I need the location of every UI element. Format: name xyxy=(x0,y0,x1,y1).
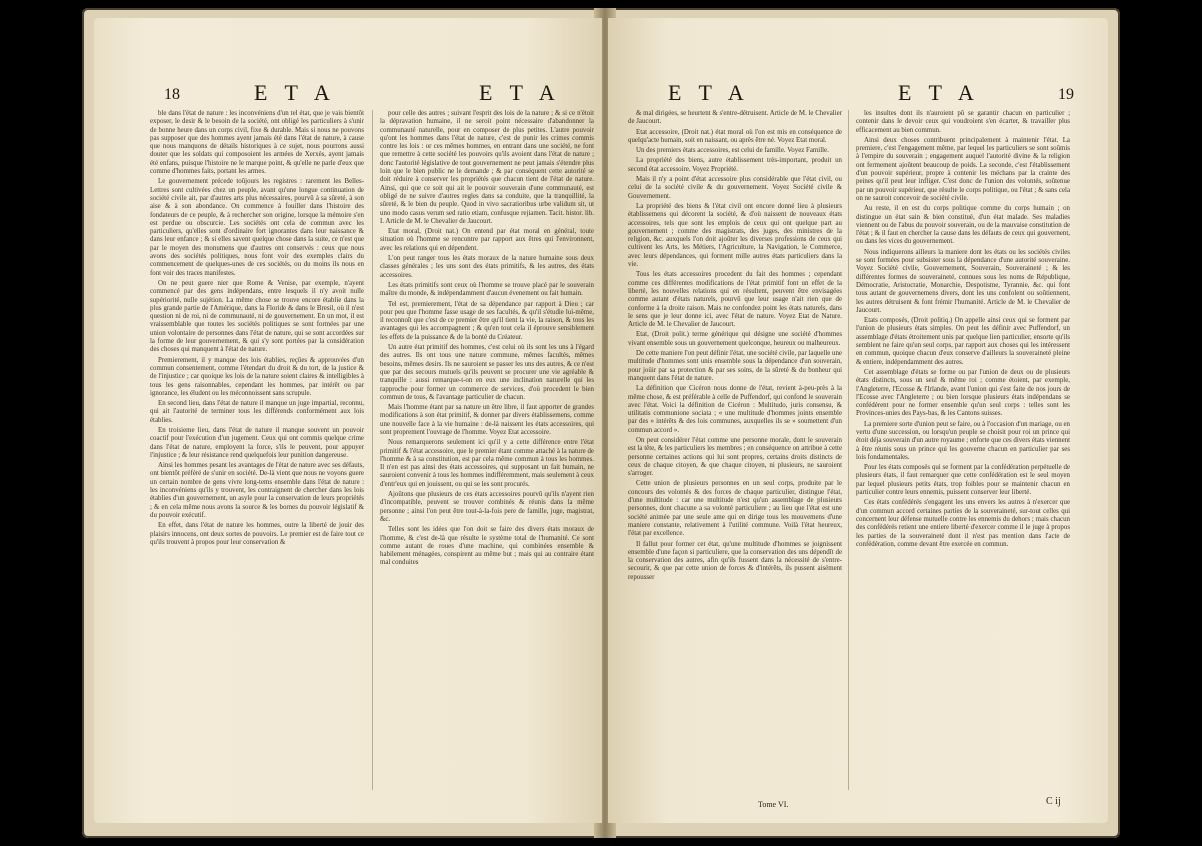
text-column-4 xyxy=(856,110,1070,800)
running-header-right-1: E T A xyxy=(668,80,750,105)
paragraph: Ainsi les hommes pesant les avantages de l'état de nature avec ses défauts, ont bientôt préféré de s'unir en société. De-là vient que nous ne voyons guere un certain nombre de gens vivre long-tems ensemble dans l'état de nature : les inconvéniens qu'ils y trouvent, les contraignent de chercher dans les lois établies d'un gouvernement, un asyle pour la conservation de leurs propriétés ; & en cela même nous avons la source & les bornes du pouvoir législatif & du pouvoir exécutif. xyxy=(150,462,364,519)
paragraph: Ainsi deux choses contribuent principalement à maintenir l'état. La premiere, c'est l'engagement même, par lequel les particuliers se sont soûmis à l'empire du souverain ; engagement auquel l'autorité divine & la religion ont fermement ajoûtent beaucoup de poids. La seconde, c'est l'établissement d'un pouvoir supérieur, propre à contenir les méchans par la crainte des peines qu'il peut leur infliger. C'est donc de l'union des volontés, soûtenue par un pouvoir supérieur, que résulte le corps politique, ou l'état ; & sans cela on ne sauroit concevoir de société civile. xyxy=(856,136,1070,202)
paragraph: & mal dirigées, se heurtent & s'entre-détruisent. Article de M. le Chevalier de Jaucourt. xyxy=(628,110,842,126)
right-page xyxy=(608,18,1108,823)
paragraph: Premierement, il y manque des lois établies, reçûes & approuvées d'un commun consentement, comme l'étendart du droit & du tort, de la justice & de l'injustice ; car quoique les lois de la nature soient claires & intelligibles à tous les gens raisonnables, cependant les hommes, par intérêt ou par ignorance, les éludent ou les méconnoissent sans scrupule. xyxy=(150,356,364,397)
page-number-left: 18 xyxy=(164,86,180,103)
paragraph: La propriété des biens & l'état civil ont encore donné lieu à plusieurs établissemens qui décorent la société, & d'où naissent de nouveaux états accessoires, tels que sont les emplois de ceux qui ont quelque part au gouvernement ; comme des magistrats, des juges, des ministres de la religion, &c. auxquels l'on doit ajoûter les diverses professions de ceux qui cultivent les Arts, les Métiers, l'Agriculture, la Navigation, le Commerce, avec leurs dépendances, qui forment mille autres états particuliers dans la vie. xyxy=(628,202,842,269)
paragraph: L'on peut ranger tous les états moraux de la nature humaine sous deux classes générales ; les uns sont des états primitifs, & les autres, des états accessoires. xyxy=(380,255,594,279)
paragraph: Nous remarquerons seulement ici qu'il y a cette différence entre l'état primitif & l'état accessoire, que le premier étant comme attaché à la nature de l'homme & à sa constitution, est par cela même commun à tous les hommes. Il n'en est pas ainsi des états accessoires, qui supposant un fait humain, ne sauroient convenir à tous les hommes indifféremment, mais seulement à ceux d'entr'eux qui en jouissent, ou qui se les sont procurés. xyxy=(380,439,594,488)
paragraph: Nous indiquerons ailleurs la maniere dont les états ou les sociétés civiles se sont formées pour subsister sous la dépendance d'une autorité souveraine. Voyez Société civile, Gouvernement, Souverain, Souveraineté ; & les différentes formes de souveraineté, connues sous les noms de République, Démocratie, Aristocratie, Monarchie, Despotisme, Tyrannie, &c. qui font tous autant de gouvernemens divers, dont les uns confolent ou soûtiennent, les autres détruisent & font frémir l'humanité. Article de M. le Chevalier de Jaucourt. xyxy=(856,248,1070,314)
text-column-3 xyxy=(628,110,842,800)
paragraph: Mais il n'y a point d'état accessoire plus considérable que l'état civil, ou celui de la société civile & du gouvernement. Voyez Société civile & Gouvernement. xyxy=(628,176,842,200)
paragraph: On ne peut guere nier que Rome & Venise, par exemple, n'ayent commencé par des gens indépendans, entre lesquels il n'y avoit nulle supériorité, nulle sujétion. La même chose se trouve encore établie dans la plus grande partie de l'Amérique, dans la Floride & dans le Bresil, où il n'est question ni de roi, ni de communauté, ni de gouvernement. En un mot, il est vraissemblable que toutes les sociétés politiques se sont formées par une union volontaire de personnes dans l'état de nature, qui se sont accordées sur la forme de leur gouvernement, & qui s'y sont portées par la considération des choses qui manquent à l'état de nature. xyxy=(150,279,364,354)
paragraph: Tel est, premierement, l'état de sa dépendance par rapport à Dieu ; car pour peu que l'homme fasse usage de ses facultés, & qu'il s'étudie lui-même, il reconnoît que c'est de ce premier être qu'il tient la vie, la raison, & tous les avantages qui les accompagnent ; & qu'en tout cela il éprouve sensiblement les effets de la puissance & de la bonté du Créateur. xyxy=(380,300,594,341)
page-number-right: 19 xyxy=(1058,86,1074,103)
paragraph: Un autre état primitif des hommes, c'est celui où ils sont les uns à l'égard des autres. Ils ont tous une nature commune, mêmes facultés, mêmes besoins, mêmes desirs. Ils ne sauroient se passer les uns des autres, & ce n'est que par des secours mutuels qu'ils peuvent se procurer une vie agréable & tranquille : aussi remarque-t-on en eux une inclination naturelle qui les rapproche pour former un commerce de services, d'où procedent le bien commun de tous, & l'avantage particulier de chacun. xyxy=(380,344,594,401)
paragraph: Mais l'homme étant par sa nature un être libre, il faut apporter de grandes modifications à son état primitif, & donner par divers établissemens, comme une nouvelle face à la vie humaine : de-là naissent les états accessoires, qui sont proprement l'ouvrage de l'homme. Voyez Etat accessoire. xyxy=(380,404,594,436)
paragraph: En effet, dans l'état de nature les hommes, outre la liberté de jouir des plaisirs innocens, ont deux sortes de pouvoirs. Le premier est de faire tout ce qu'ils trouvent à propos pour leur conservation & xyxy=(150,522,364,546)
footer-signature: C ij xyxy=(1046,796,1061,807)
paragraph: Etat moral, (Droit nat.) On entend par état moral en général, toute situation où l'homme se rencontre par rapport aux êtres qui l'environnent, avec les relations qui en dépendent. xyxy=(380,228,594,252)
paragraph: De cette maniere l'on peut définir l'état, une société civile, par laquelle une multitude d'hommes sont unis ensemble sous la dépendance d'un souverain, pour joüir par sa protection & par ses soins, de la sûreté & du bonheur qui manquent dans l'état de nature. xyxy=(628,350,842,382)
paragraph: Etats composés, (Droit politiq.) On appelle ainsi ceux qui se forment par l'union de plusieurs états simples. On peut les définir avec Puffendorf, un assemblage d'états étroitement unis par quelque lien particulier, ensorte qu'ils semblent ne faire qu'un seul corps, par rapport aux choses qui les intéressent en commun, quoique chacun d'eux conserve d'ailleurs la souveraineté pleine & entiere, indépendamment des autres. xyxy=(856,317,1070,366)
paragraph: Au reste, il en est du corps politique comme du corps humain ; on distingue un état sain & bien constitué, d'un état malade. Ses maladies viennent ou de l'abus du pouvoir souverain, ou de la mauvaise constitution de l'état ; & il faut en chercher la cause dans les défauts de ceux qui gouvernent, ou dans les vices du gouvernement. xyxy=(856,205,1070,246)
paragraph: Les états primitifs sont ceux où l'homme se trouve placé par le souverain maître du monde, & indépendamment d'aucun évenement ou fait humain. xyxy=(380,281,594,298)
paragraph: La propriété des biens, autre établissement très-important, produit un second état accessoire. Voyez Propriété. xyxy=(628,157,842,173)
text-column-2 xyxy=(380,110,594,800)
column-rule xyxy=(372,110,373,790)
paragraph: Etat accessoire, (Droit nat.) état moral où l'on est mis en conséquence de quelqu'acte humain, soit en naissant, ou après être né. Voyez Etat moral. xyxy=(628,128,842,144)
left-page xyxy=(94,18,602,823)
paragraph: On peut considérer l'état comme une personne morale, dont le souverain est la tête, & les particuliers les membres ; en conséquence on attribue à cette personne certaines actions qui lui sont propres, certains droits distincts de ceux de chaque citoyen, & que chaque citoyen, ni plusieurs, ne sauroient s'arroger. xyxy=(628,436,842,478)
paragraph: La premiere sorte d'union peut se faire, ou à l'occasion d'un mariage, ou en vertu d'une succession, ou lorsqu'un peuple se choisit pour roi un prince qui étoit déja souverain d'un autre royaume ; enforte que ces divers états viennent à être réunis sous un prince qui les gouverne chacun en particulier par ses lois fondamentales. xyxy=(856,420,1070,461)
running-header-right-2: E T A xyxy=(898,80,980,105)
running-header-left-2: E T A xyxy=(479,80,561,105)
paragraph: les insultes dont ils n'auroient pû se garantir chacun en particulier ; contenir dans le devoir ceux qui voudroient s'en écarter, & travailler plus efficacement au bien commun. xyxy=(856,110,1070,134)
paragraph: Ces états confédérés s'engagent les uns envers les autres à n'exercer que d'un commun accord certaines parties de la souveraineté, sur-tout celles qui concernent leur défense mutuelle contre les ennemis du dehors ; mais chacun des confédérés retient une entiere liberté d'exercer comme il le juge à propos les parties de la souveraineté dont il n'est pas mention dans l'acte de confédération, comme devant être exercée en commun. xyxy=(856,499,1070,548)
paragraph: ble dans l'état de nature : les inconvéniens d'un tel état, que je vais bientôt exposer, le desir & le besoin de la société, ont obligé les particuliers à s'unir de bonne heure dans un corps civil, fixe & durable. Mais si nous ne pouvons pas supposer que des hommes ayent jamais été dans l'état de nature, à cause que nous manquons de détails historiques à ce sujet, nous pourrons aussi douter que les soldats qui composoient les armées de Xerxès, ayent jamais été enfans, puisque l'histoire ne le marque point, & qu'elle ne parle d'eux que comme d'hommes faits, portant les armes. xyxy=(150,110,364,176)
paragraph: Cet assemblage d'états se forme ou par l'union de deux ou de plusieurs états distincts, sous un seul & même roi ; comme étoient, par exemple, l'Angleterre, l'Ecosse & l'Irlande, avant l'union qui s'est faite de nos jours de l'Ecosse avec l'Angleterre ; ou bien lorsque plusieurs états indépendans se confédèrent pour ne former ensemble qu'un seul corps : telles sont les Provinces-unies des Pays-bas, & les Cantons suisses. xyxy=(856,368,1070,418)
paragraph: Cette union de plusieurs personnes en un seul corps, produite par le concours des volontés & des forces de chaque particulier, distingue l'état, d'une multitude : car une multitude n'est qu'un assemblage de plusieurs personnes, dont chacune a sa volonté particuliere ; au lieu que l'état est une société animée par une seule ame qui en dirige tous les mouvemens d'une maniere constante, relativement à l'utilité commune. Voilà l'état heureux, l'état par excellence. xyxy=(628,480,842,538)
paragraph: Pour les états composés qui se forment par la confédération perpétuelle de plusieurs états, il faut remarquer que cette confédération est le seul moyen par lequel plusieurs petits états, trop foibles pour se maintenir chacun en particulier contre leurs ennemis, puissent conserver leur liberté. xyxy=(856,464,1070,497)
paragraph: Etat, (Droit polit.) terme générique qui désigne une société d'hommes vivant ensemble sous un gouvernement quelconque, heureux ou malheureux. xyxy=(628,331,842,347)
paragraph: Tous les états accessoires procedent du fait des hommes ; cependant comme ces différentes modifications de l'état primitif font un effet de la liberté, les nouvelles relations qui en résultent, peuvent être envisagées comme autant d'états naturels, pourvû que leur usage n'ait rien que de conforme à la droite raison. Mais ne confondez point les états naturels, dans le sens que je leur donne ici, avec l'état de nature. Voyez Etat de Nature. Article de M. le Chevalier de Jaucourt. xyxy=(628,271,842,329)
paragraph: En troisieme lieu, dans l'état de nature il manque souvent un pouvoir coactif pour l'exécution d'un jugement. Ceux qui ont commis quelque crime dans l'état de nature, employent la force, s'ils le peuvent, pour appuyer l'injustice ; & leur résistance rend quelquefois leur punition dangereuse. xyxy=(150,426,364,459)
text-column-1 xyxy=(150,110,364,800)
footer-tome: Tome VI. xyxy=(758,800,789,809)
paragraph: La définition que Cicéron nous donne de l'état, revient à-peu-près à la même chose, & est préférable à celle de Puffendorf, qui confond le souverain avec l'état. Voici la définition de Cicéron : Multitudo, juris consensu, & utilitatis communione sociata ; « une multitude d'hommes joints ensemble par des » intérêts & des lois communes, auxquelles ils se » soumettent d'un commun accord ». xyxy=(628,385,842,434)
paragraph: Un des premiers états accessoires, est celui de famille. Voyez Famille. xyxy=(636,147,829,155)
running-header-left-1: E T A xyxy=(254,80,336,105)
paragraph: Le gouvernement précede toûjours les registres : rarement les Belles-Lettres sont cultivées chez un peuple, avant qu'une longue continuation de société civile ait, par d'autres arts plus nécessaires, pourvû à sa sûreté, à son aise & à son abondance. On commence à fouiller dans l'histoire des fondateurs de ce peuple, & à rechercher son origine, lorsque la mémoire s'en est perdue ou obscurcie. Les sociétés ont cela de commun avec les particuliers, qu'elles sont d'ordinaire fort ignorantes dans leur naissance & dans leur enfance ; & si elles savent quelque chose dans la suite, ce n'est que par le moyen des monumens que d'autres ont conservés : ceux que nous avons des sociétés politiques, nous font voir des exemples clairs du commencement de quelques-unes de ces sociétés, ou du moins ils nous en font voir des traces manifestes. xyxy=(150,178,364,277)
paragraph: Telles sont les idées que l'on doit se faire des divers états moraux de l'homme, & c'est de-là que résulte le système total de l'humanité. Ce sont comme autant de roues d'une machine, qui combinées ensemble & habilement ménagées, conspirent au même but ; mais qui au contraire étant mal conduites xyxy=(380,526,594,567)
column-rule xyxy=(848,110,849,790)
book-spread xyxy=(82,8,1120,838)
paragraph: Ajoûtons que plusieurs de ces états accessoires pourvû qu'ils n'ayent rien d'incompatible, peuvent se trouver combinés & réunis dans la même personne ; ainsi l'on peut être tout-à-la-fois pere de famille, juge, magistrat, &c. xyxy=(380,491,594,523)
paragraph: Il fallut pour former cet état, qu'une multitude d'hommes se joignissent ensemble d'une façon si particuliere, que la conservation des uns dépendît de la conservation des autres, afin qu'ils fussent dans la nécessité de s'entre-secourir, & que par cette union de forces & d'intérêts, ils pussent aisément repousser xyxy=(628,540,842,581)
paragraph: En second lieu, dans l'état de nature il manque un juge impartial, reconnu, qui ait l'autorité de terminer tous les différends conformément aux lois établies. xyxy=(150,400,364,424)
paragraph: pour celle des autres ; suivant l'esprit des lois de la nature ; & si ce n'étoit la dépravation humaine, il ne seroit point nécessaire d'abandonner la communauté naturelle, pour en composer de plus petites. L'autre pouvoir qu'ont les hommes dans l'état de nature, c'est de punir les crimes commis contre les lois : or ces mêmes hommes, en entrant dans une société, ne font que remettre à cette société les pouvoirs qu'ils avoient dans l'état de nature ; donc l'autorité législative de tout gouvernement ne peut jamais s'étendre plus loin que le bien public ne le demande ; & par conséquent cette autorité se doit réduire à conserver les propriétés que chacun tient de l'état de nature. Ainsi, qui que ce soit qui ait le pouvoir souverain d'une communauté, est obligé de ne suivre d'autres regles dans sa conduite, que la tranquillité, la sûreté, & le bien du peuple. Quod in vivo sacratioribus urbe validum sit, ut uno modo casus verum sed ratio etiam, confusque rejiamen. Tacit. histor. lib. I. Article de M. le Chevalier de Jaucourt. xyxy=(380,110,594,225)
